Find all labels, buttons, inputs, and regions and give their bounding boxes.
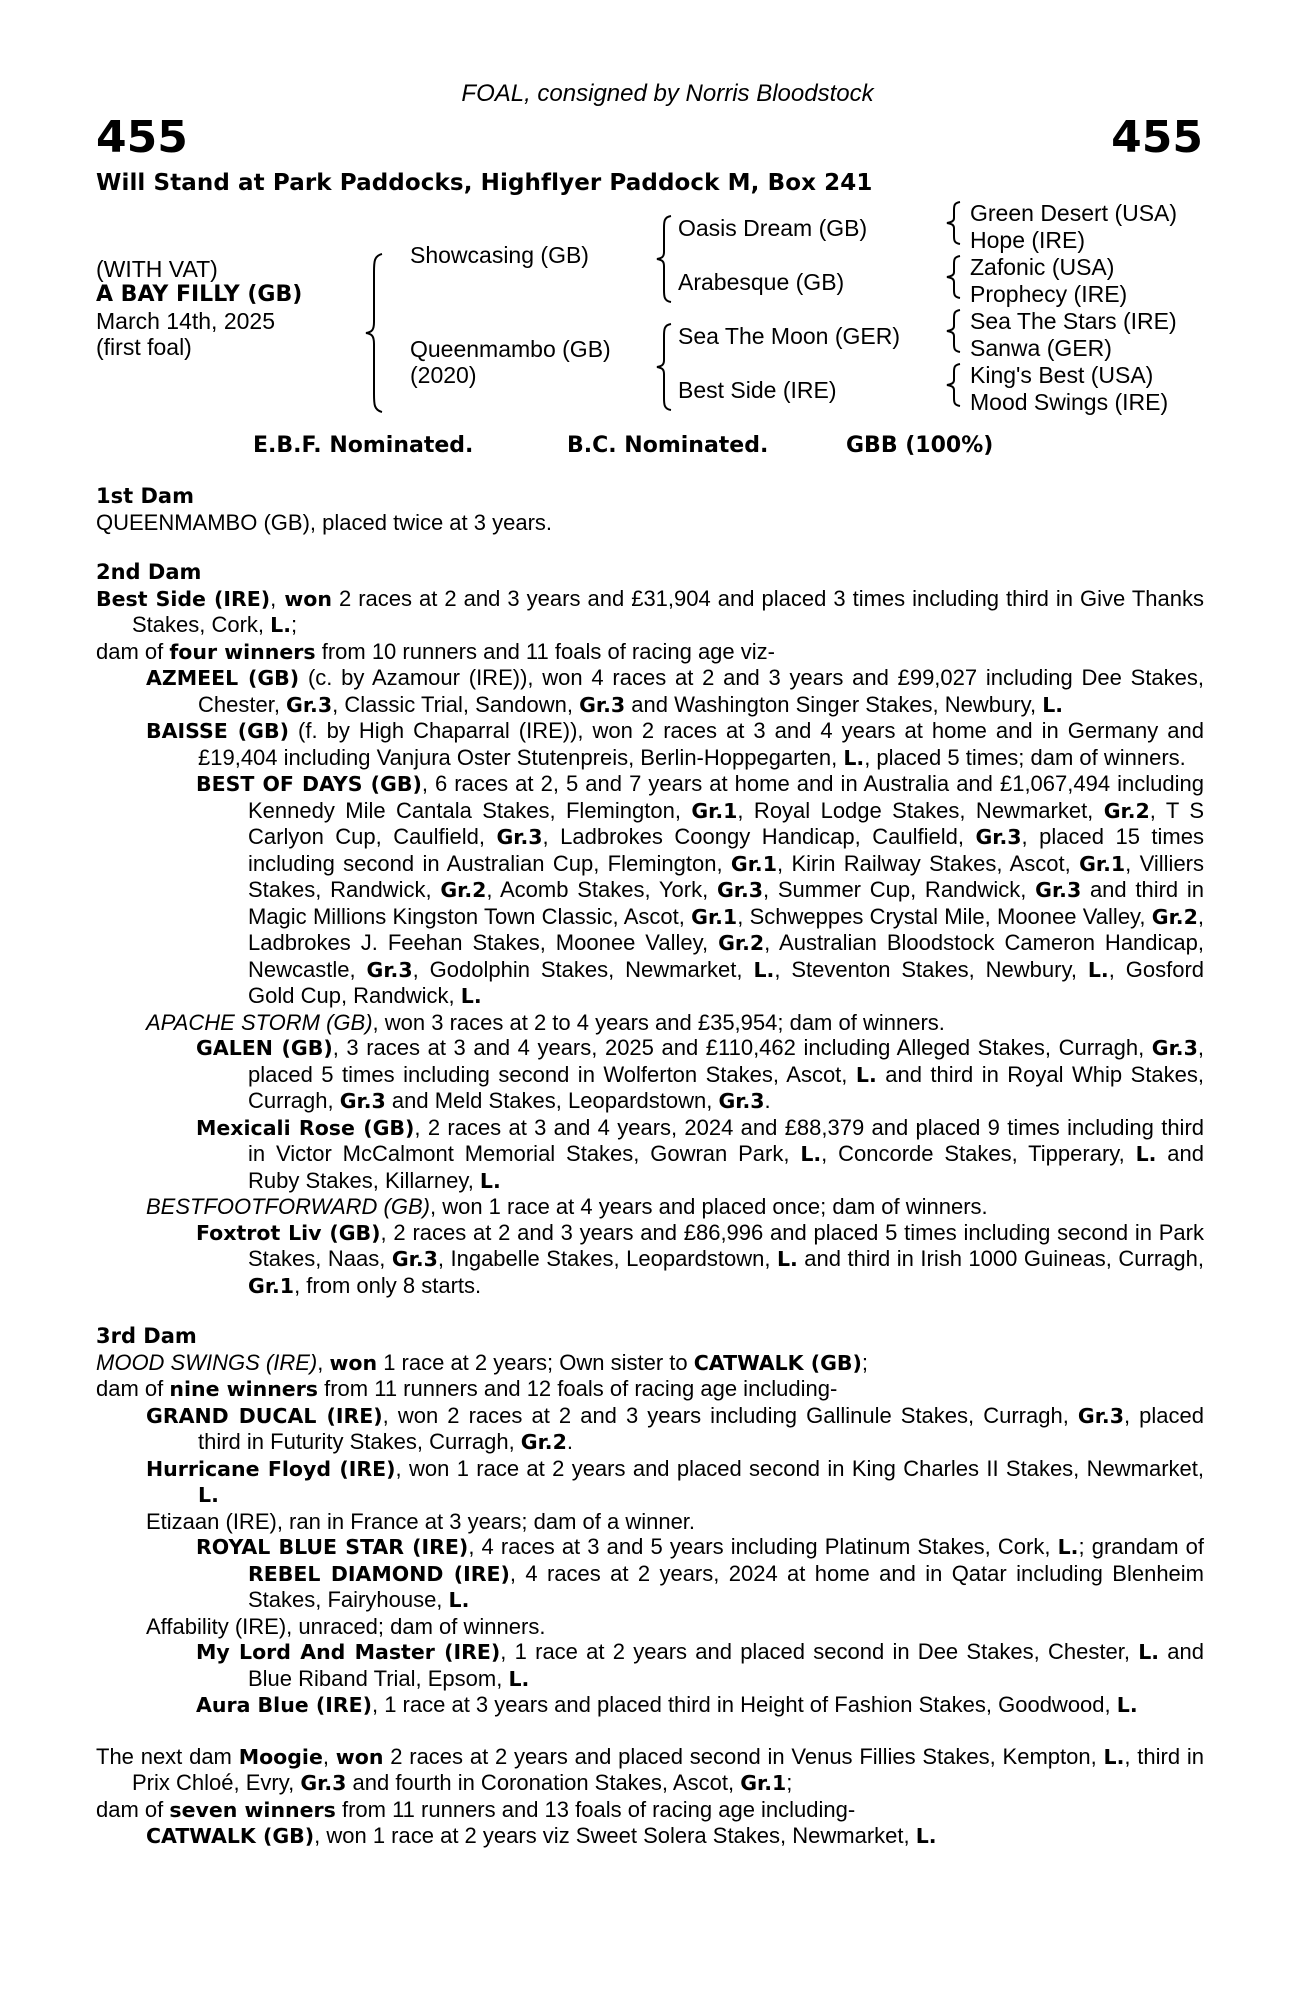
produce-record	[96, 1115, 1204, 1195]
text-run: .	[764, 1088, 771, 1113]
pedigree-gen3-2: Hope (IRE)	[970, 227, 1086, 253]
text-run: Affability (IRE), unraced; dam of winners.	[146, 1613, 546, 1639]
pedigree-sire: Showcasing (GB)	[410, 242, 589, 268]
text-run: , Summer Cup, Randwick,	[763, 877, 1036, 902]
bold-text: L.	[776, 1247, 798, 1271]
text-run: , 6 races at 2, 5 and 7 years at home and in Australia and £1,067,494 including Kennedy Mile Cantala Stakes, Flemington,	[248, 771, 1204, 823]
bold-text: Gr.2	[1151, 904, 1198, 929]
bold-text: CATWALK (GB)	[146, 1824, 315, 1848]
text-run: , Ladbrokes Coongy Handicap, Caulfield,	[542, 824, 976, 849]
bold-text: Gr.3	[286, 692, 333, 717]
text-run: , Ladbrokes J. Feehan Stakes, Moonee Valley,	[248, 903, 1204, 955]
bold-text: Gr.3	[391, 1247, 438, 1271]
pedigree-brace-dam	[655, 322, 675, 412]
pedigree-brace-g3-2	[944, 254, 964, 300]
text-run: , Concorde Stakes, Tipperary,	[821, 1141, 1136, 1166]
text-run: from 11 runners and 13 foals of racing age including-	[335, 1796, 856, 1822]
text-run: The next dam	[96, 1743, 239, 1769]
text-run: dam of	[96, 1796, 170, 1822]
text-run: ;	[291, 612, 298, 637]
pedigree-brace-g3-3	[944, 308, 964, 354]
text-run: , 1 race at 3 years and placed third in Height of Fashion Stakes, Goodwood,	[371, 1692, 1117, 1717]
text-run: ;	[861, 1349, 869, 1375]
pedigree-sire-dam: Arabesque (GB)	[678, 269, 845, 295]
third-dam-paragraphs	[96, 1350, 1204, 1719]
ebf-nomination: E.B.F. Nominated.	[253, 433, 474, 458]
text-run: Etizaan (IRE), ran in France at 3 years; dam of a winner.	[146, 1508, 696, 1534]
produce-record	[96, 1010, 1204, 1036]
produce-record	[96, 718, 1204, 771]
dam-sections	[96, 484, 1204, 1850]
text-run: and third in Magic Millions Kingston Town Classic, Ascot,	[248, 877, 1205, 929]
bold-text: Gr.3	[496, 825, 543, 849]
bold-text: L.	[753, 957, 775, 982]
text-run: , 4 races at 3 and 5 years including Platinum Stakes, Cork,	[468, 1534, 1058, 1559]
produce-record	[96, 1350, 1204, 1377]
bold-text: Hurricane Floyd (IRE)	[146, 1456, 396, 1481]
produce-record	[96, 586, 1204, 639]
text-run: , 2 races at 2 and 3 years and £86,996 and placed 5 times including second in Park Stakes, Naas,	[248, 1219, 1204, 1271]
text-run: , Steventon Stakes, Newbury,	[774, 956, 1088, 982]
text-run: , placed 5 times including second in Wolferton Stakes, Ascot,	[248, 1035, 1204, 1087]
text-run: dam of	[96, 638, 170, 664]
text-run: and third in Irish 1000 Guineas, Curragh,	[797, 1246, 1204, 1271]
text-run: , from only 8 starts.	[294, 1272, 482, 1298]
italic-text: BESTFOOTFORWARD (GB)	[146, 1194, 430, 1219]
text-run: .	[566, 1429, 573, 1454]
text-run: (f. by High Chaparral (IRE)), won 2 races at 3 and 4 years at home and in Germany and £19,404 including Vanjura Oster Stutenpreis, Berlin-Hoppegarten,	[198, 718, 1204, 770]
bold-text: L.	[1135, 1142, 1157, 1166]
produce-record	[96, 1534, 1204, 1614]
bold-text: L.	[1138, 1640, 1160, 1664]
bc-nomination: B.C. Nominated.	[567, 433, 769, 458]
produce-record	[96, 1823, 1204, 1850]
text-run: , Acomb Stakes, York,	[486, 877, 717, 902]
pedigree-dam-dam: Best Side (IRE)	[678, 377, 837, 403]
second-dam-section	[96, 560, 1204, 1299]
text-run: ;	[786, 1770, 793, 1795]
bold-text: L.	[479, 1168, 501, 1193]
bold-text: BAISSE (GB)	[146, 719, 289, 743]
bold-text: won	[335, 1744, 384, 1769]
produce-record	[96, 1614, 1204, 1640]
text-run: , placed 15 times including second in Australian Cup, Flemington,	[248, 824, 1204, 876]
next-dam-paragraphs	[96, 1744, 1204, 1850]
bold-text: L.	[1042, 692, 1064, 717]
third-dam-section	[96, 1324, 1204, 1719]
bold-text: Gr.3	[1151, 1036, 1198, 1060]
stand-location: Will Stand at Park Paddocks, Highflyer Paddock M, Box 241	[96, 170, 873, 196]
bold-text: L.	[1116, 1693, 1138, 1717]
text-run: , third in Prix Chloé, Evry,	[132, 1743, 1204, 1795]
second-dam-paragraphs	[96, 586, 1204, 1300]
pedigree-gen3-7: King's Best (USA)	[970, 362, 1154, 388]
bold-text: seven winners	[169, 1797, 336, 1822]
text-run: , placed third in Futurity Stakes, Curragh,	[198, 1402, 1204, 1454]
bold-text: Gr.3	[366, 957, 413, 982]
bold-text: Gr.1	[1079, 851, 1126, 876]
text-run: , Godolphin Stakes, Newmarket,	[412, 956, 754, 982]
bold-text: Gr.1	[248, 1273, 295, 1298]
bold-text: CATWALK (GB)	[693, 1350, 862, 1375]
pedigree-sire-sire: Oasis Dream (GB)	[678, 215, 868, 241]
bold-text: Gr.1	[740, 1771, 787, 1795]
consignor-line: FOAL, consigned by Norris Bloodstock	[461, 80, 874, 107]
vat-note: (WITH VAT)	[96, 256, 218, 282]
text-run: and Ruby Stakes, Killarney,	[248, 1141, 1204, 1193]
bold-text: GRAND DUCAL (IRE)	[146, 1403, 383, 1428]
bold-text: Gr.1	[691, 904, 738, 929]
bold-text: Gr.3	[1035, 878, 1082, 902]
bold-text: Gr.2	[1103, 798, 1150, 823]
bold-text: Gr.3	[300, 1771, 347, 1795]
produce-record	[96, 771, 1204, 1010]
text-run: 2 races at 2 years and placed second in Venus Fillies Stakes, Kempton,	[383, 1743, 1104, 1769]
text-run: ,	[317, 1349, 330, 1375]
second-dam-heading: 2nd Dam	[96, 560, 202, 584]
text-run: , T S Carlyon Cup, Caulfield,	[248, 797, 1205, 849]
first-dam-section	[96, 484, 1204, 535]
bold-text: L.	[1057, 1535, 1079, 1559]
bold-text: My Lord And Master (IRE)	[196, 1640, 501, 1664]
bold-text: Mexicali Rose (GB)	[196, 1115, 415, 1140]
text-run: ; grandam of	[1078, 1534, 1205, 1559]
pedigree-gen3-5: Sea The Stars (IRE)	[970, 308, 1177, 334]
pedigree-gen3-1: Green Desert (USA)	[970, 200, 1178, 226]
text-run: 1 race at 2 years; Own sister to	[377, 1349, 694, 1375]
produce-record	[96, 639, 1204, 666]
bold-text: Gr.2	[718, 931, 765, 955]
pedigree-brace-g3-4	[944, 362, 964, 408]
bold-text: Gr.3	[339, 1089, 386, 1113]
text-run: and fourth in Coronation Stakes, Ascot,	[346, 1770, 741, 1795]
text-run: 2 races at 2 and 3 years and £31,904 and placed 3 times including third in Give Thanks Stakes, Cork,	[132, 585, 1204, 637]
bold-text: GALEN (GB)	[196, 1036, 333, 1060]
bold-text: won	[329, 1350, 378, 1375]
produce-record	[96, 1639, 1204, 1692]
first-dam-heading: 1st Dam	[96, 484, 194, 508]
bold-text: L.	[448, 1588, 470, 1612]
text-run: , Gosford Gold Cup, Randwick,	[248, 956, 1205, 1008]
pedigree-gen3-8: Mood Swings (IRE)	[970, 389, 1169, 415]
pedigree-dam-name: Queenmambo (GB)	[410, 336, 611, 362]
bold-text: Gr.2	[520, 1430, 567, 1454]
bold-text: four winners	[169, 639, 316, 664]
text-run: , won 1 race at 4 years and placed once; dam of winners.	[429, 1194, 988, 1219]
bold-text: L.	[855, 1062, 877, 1087]
bold-text: Gr.1	[691, 798, 738, 823]
italic-text: MOOD SWINGS (IRE)	[96, 1349, 318, 1375]
bold-text: Moogie	[238, 1744, 323, 1769]
pedigree-brace-g3-1	[944, 200, 964, 246]
text-run: and Meld Stakes, Leopardstown,	[385, 1088, 719, 1113]
foaling-date: March 14th, 2025	[96, 308, 276, 334]
bold-text: Gr.3	[718, 1089, 765, 1113]
produce-record	[96, 1744, 1204, 1797]
produce-record	[96, 1456, 1204, 1509]
text-run: , Schweppes Crystal Mile, Moonee Valley,	[737, 903, 1152, 929]
produce-record	[96, 1797, 1204, 1824]
text-run: , Australian Bloodstock Cameron Handicap, Newcastle,	[248, 930, 1204, 982]
text-run: , Ingabelle Stakes, Leopardstown,	[437, 1246, 777, 1271]
text-run: from 10 runners and 11 foals of racing age viz-	[315, 638, 775, 664]
text-run: and third in Royal Whip Stakes, Curragh,	[248, 1061, 1204, 1113]
next-dam-section	[96, 1744, 1204, 1850]
bold-text: Gr.3	[716, 878, 764, 902]
italic-text: APACHE STORM (GB)	[146, 1009, 373, 1035]
pedigree-dam-sire: Sea The Moon (GER)	[678, 323, 901, 349]
text-run: , 3 races at 3 and 4 years, 2025 and £110,462 including Alleged Stakes, Curragh,	[332, 1035, 1152, 1060]
text-run: , won 2 races at 2 and 3 years including Gallinule Stakes, Curragh,	[382, 1402, 1078, 1428]
bold-text: L.	[198, 1483, 219, 1507]
pedigree-dam	[410, 336, 611, 388]
pedigree-dam-year: (2020)	[410, 362, 477, 388]
text-run: , won 1 race at 2 years viz Sweet Solera Stakes, Newmarket,	[314, 1823, 916, 1848]
bold-text: AZMEEL (GB)	[146, 666, 300, 690]
text-run: (c. by Azamour (IRE)), won 4 races at 2 and 3 years and £99,027 including Dee Stakes, Chester,	[198, 665, 1204, 717]
produce-record	[96, 1194, 1204, 1220]
foal-note: (first foal)	[96, 334, 192, 360]
bold-text: L.	[843, 745, 865, 770]
text-run: ,	[270, 585, 277, 611]
pedigree-gen3-4: Prophecy (IRE)	[970, 281, 1128, 307]
bold-text: L.	[1087, 957, 1109, 982]
pedigree-gen3-3: Zafonic (USA)	[970, 254, 1115, 280]
produce-record	[96, 1035, 1204, 1115]
bold-text: L.	[915, 1824, 937, 1848]
produce-record	[96, 1376, 1204, 1403]
bold-text: Gr.2	[440, 878, 487, 902]
text-run: dam of	[96, 1376, 170, 1401]
text-run: ,	[322, 1743, 336, 1769]
bold-text: Gr.3	[1077, 1403, 1124, 1428]
bold-text: ROYAL BLUE STAR (IRE)	[196, 1535, 469, 1559]
bold-text: Gr.1	[730, 851, 777, 876]
subject-block	[96, 256, 302, 360]
pedigree-brace-main	[364, 252, 386, 414]
bold-text: REBEL DIAMOND (IRE)	[248, 1561, 510, 1586]
produce-record	[96, 1220, 1204, 1300]
text-run: , placed 5 times; dam of winners.	[864, 744, 1186, 770]
text-run: from 11 runners and 12 foals of racing age including-	[318, 1376, 838, 1401]
bold-text: L.	[460, 984, 482, 1008]
produce-record	[96, 1403, 1204, 1456]
text-run: , 1 race at 2 years and placed second in Dee Stakes, Chester,	[500, 1639, 1139, 1664]
gbb-note: GBB (100%)	[846, 433, 994, 458]
first-dam-text: QUEENMAMBO (GB), placed twice at 3 years.	[96, 509, 553, 535]
text-run: , Classic Trial, Sandown,	[332, 691, 580, 717]
lot-number-left: 455	[96, 112, 188, 163]
bold-text: Gr.3	[579, 692, 626, 717]
bold-text: Best Side (IRE)	[96, 586, 271, 611]
pedigree-brace-sire	[655, 214, 675, 304]
bold-text: Foxtrot Liv (GB)	[196, 1220, 381, 1245]
bold-text: Gr.3	[975, 825, 1022, 849]
bold-text: L.	[270, 613, 292, 637]
bold-text: L.	[508, 1666, 530, 1691]
bold-text: L.	[1103, 1744, 1125, 1769]
produce-record	[96, 1509, 1204, 1535]
text-run: , Villiers Stakes, Randwick,	[248, 850, 1205, 902]
text-run: , won 1 race at 2 years and placed second in King Charles II Stakes, Newmarket,	[395, 1455, 1204, 1481]
produce-record	[96, 1692, 1204, 1719]
text-run: , Kirin Railway Stakes, Ascot,	[777, 850, 1080, 876]
bold-text: nine winners	[169, 1377, 318, 1401]
text-run: , 2 races at 3 and 4 years, 2024 and £88,379 and placed 9 times including third in Victor McCalmont Memorial Stakes, Gowran Park,	[248, 1114, 1205, 1166]
bold-text: L.	[800, 1142, 822, 1166]
lot-number-right: 455	[1111, 112, 1203, 163]
produce-record	[96, 665, 1204, 718]
text-run: , Royal Lodge Stakes, Newmarket,	[737, 797, 1104, 823]
bold-text: BEST OF DAYS (GB)	[196, 772, 422, 796]
text-run: , 4 races at 2 years, 2024 at home and in Qatar including Blenheim Stakes, Fairyhouse,	[248, 1560, 1204, 1612]
pedigree-gen3-6: Sanwa (GER)	[970, 335, 1112, 361]
text-run: and Blue Riband Trial, Epsom,	[248, 1639, 1204, 1691]
text-run: , won 3 races at 2 to 4 years and £35,954; dam of winners.	[372, 1009, 945, 1035]
text-run: and Washington Singer Stakes, Newbury,	[625, 691, 1043, 717]
subject-name: A BAY FILLY (GB)	[96, 282, 303, 307]
bold-text: Aura Blue (IRE)	[196, 1693, 372, 1717]
bold-text: won	[276, 586, 332, 611]
third-dam-heading: 3rd Dam	[96, 1324, 197, 1348]
